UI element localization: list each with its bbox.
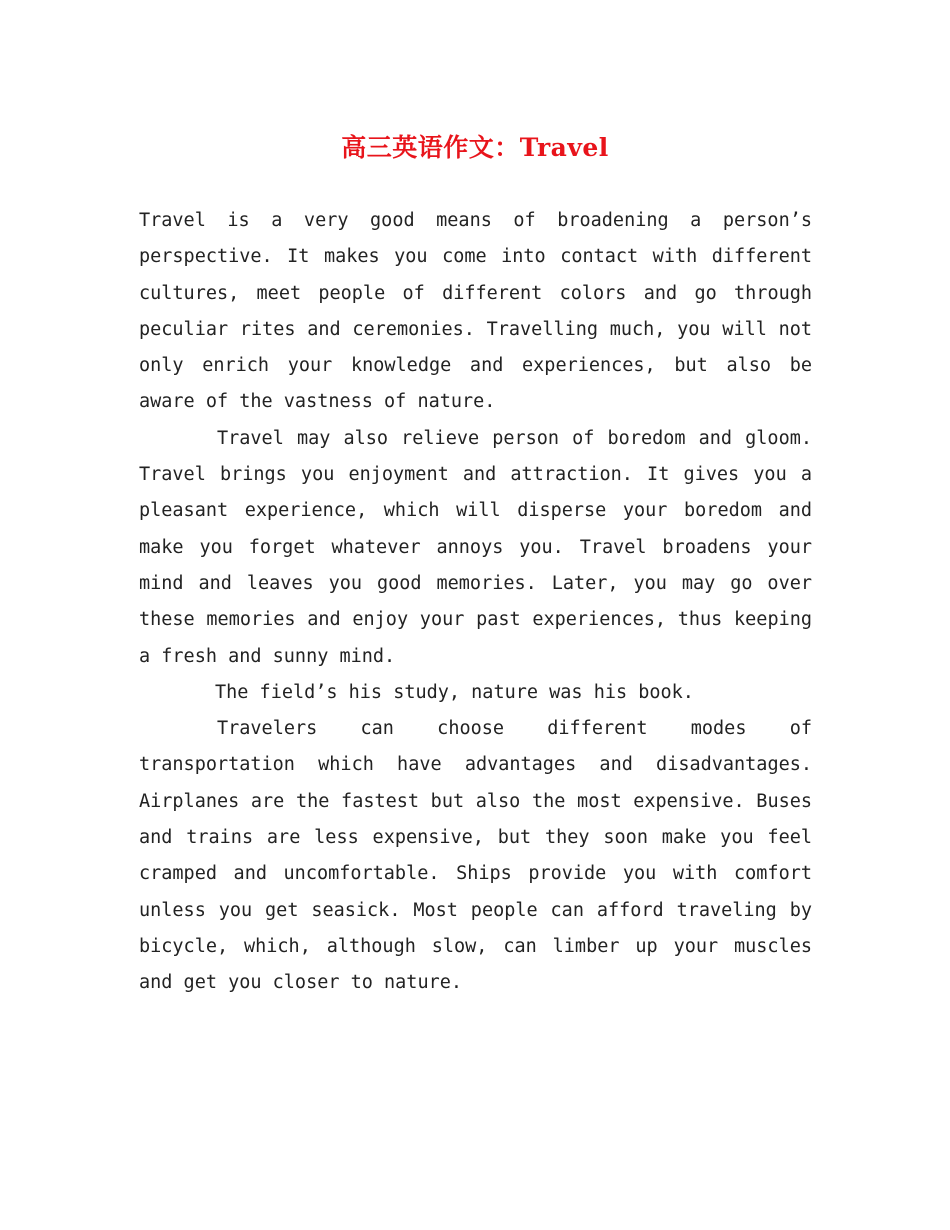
paragraph-3: The field’s his study, nature was his book. [215,681,694,703]
document-body [139,203,812,1002]
document-title: 高三英语作文：Travel [341,133,609,162]
paragraph-4: Travelers can choose different modes of transportation which have advantages and disadvantages. Airplanes are the fastest but also the most expensive. Buses and trains are less expensive, but they soon make you feel cramped and uncomfortable. Ships provide you with comfort unless you get seasick. Most people can afford traveling by bicycle, which, although slow, can limber up your muscles and get you closer to nature. [139,718,812,994]
paragraph-2: Travel may also relieve person of boredom and gloom. Travel brings you enjoyment and attraction. It gives you a pleasant experience, which will disperse your boredom and make you forget whatever annoys you. Travel broadens your mind and leaves you good memories. Later, you may go over these memories and enjoy your past experiences, thus keeping a fresh and sunny mind. [139,427,812,667]
paragraph-1: Travel is a very good means of broadening a person’s perspective. It makes you come into contact with different cultures, meet people of different colors and go through peculiar rites and ceremonies. Travelling much, you will not only enrich your knowledge and experiences, but also be aware of the vastness of nature. [139,210,812,413]
